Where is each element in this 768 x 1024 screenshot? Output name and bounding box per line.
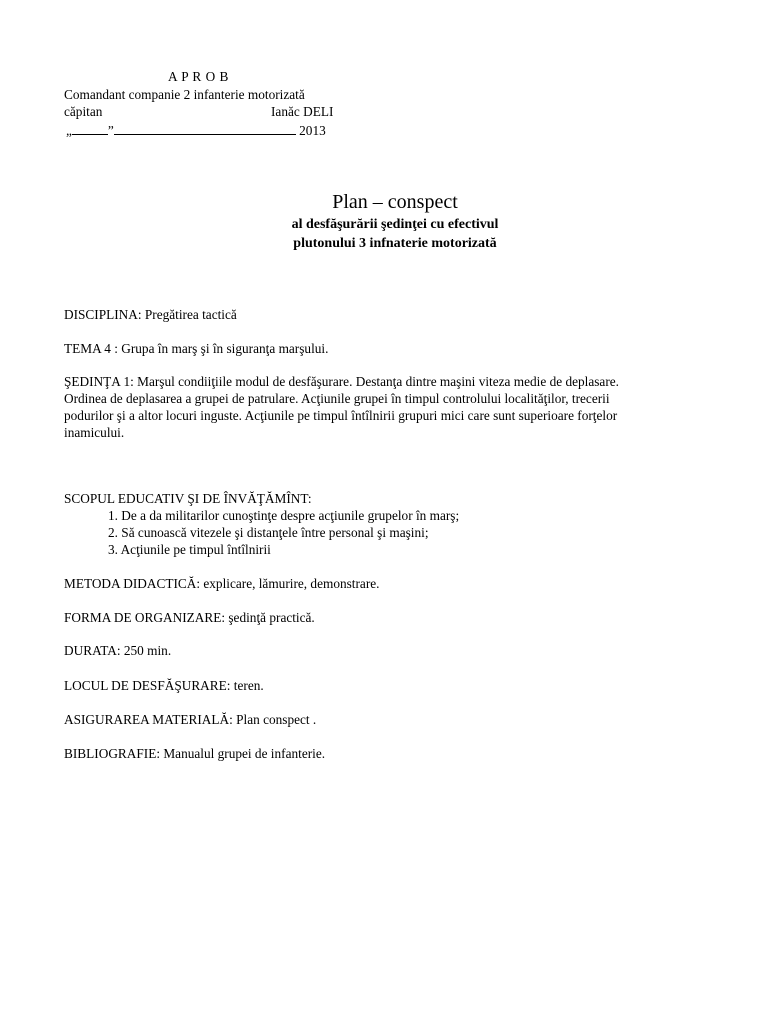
organization-form-field: FORMA DE ORGANIZARE: şedinţă practică. (64, 610, 315, 625)
materials-field: ASIGURAREA MATERIALĂ: Plan conspect . (64, 712, 317, 727)
commander-name: Ianăc DELI (271, 104, 334, 119)
session-line: inamicului. (64, 425, 125, 440)
session-line: Ordinea de deplasarea a grupei de patrulare. Acţiunile grupei în timpul controlului localităţilor, trecerii (64, 391, 610, 406)
objective-item: 3. Acţiunile pe timpul întîlnirii (108, 542, 271, 557)
method-field: METODA DIDACTICĂ: explicare, lămurire, demonstrare. (64, 576, 380, 591)
approval-date-line (64, 122, 326, 139)
day-blank (72, 122, 108, 135)
commander-title: Comandant companie 2 infanterie motorizată (64, 87, 305, 102)
objective-list (108, 507, 459, 558)
discipline-field: DISCIPLINA: Pregătirea tactică (64, 307, 237, 322)
objective-heading: SCOPUL EDUCATIV ŞI DE ÎNVĂŢĂMÎNT: (64, 491, 312, 506)
date-close-quote: ” (107, 123, 114, 138)
duration-field: DURATA: 250 min. (64, 643, 172, 658)
document-title: Plan – conspect (332, 191, 458, 213)
rank-label: căpitan (64, 104, 103, 119)
objective-item: 2. Să cunoască vitezele şi distanţele între personal şi maşini; (108, 525, 429, 540)
date-year: 2013 (299, 123, 326, 138)
location-field: LOCUL DE DESFĂŞURARE: teren. (64, 678, 264, 693)
document-subtitle-line-2: plutonului 3 infnaterie motorizată (293, 236, 497, 251)
bibliography-field: BIBLIOGRAFIE: Manualul grupei de infanterie. (64, 746, 326, 761)
objective-item: 1. De a da militarilor cunoştinţe despre acţiunile grupelor în marş; (108, 508, 460, 523)
topic-field: TEMA 4 : Grupa în marş şi în siguranţa marşului. (64, 341, 329, 356)
date-open-quote: „ (66, 123, 72, 138)
document-subtitle-line-1: al desfăşurării şedinţei cu efectivul (291, 217, 499, 232)
session-line: ŞEDINŢA 1: Marşul condiiţiile modul de desfăşurare. Destanţa dintre maşini viteza medie de deplasare. (64, 374, 619, 389)
session-paragraph (64, 373, 724, 441)
approval-heading: A P R O B (168, 69, 229, 84)
session-line: podurilor şi a altor locuri inguste. Acţiunile pe timpul întîlnirii grupuri mici care sunt superioare forţelor (64, 408, 618, 423)
month-blank (114, 122, 296, 135)
